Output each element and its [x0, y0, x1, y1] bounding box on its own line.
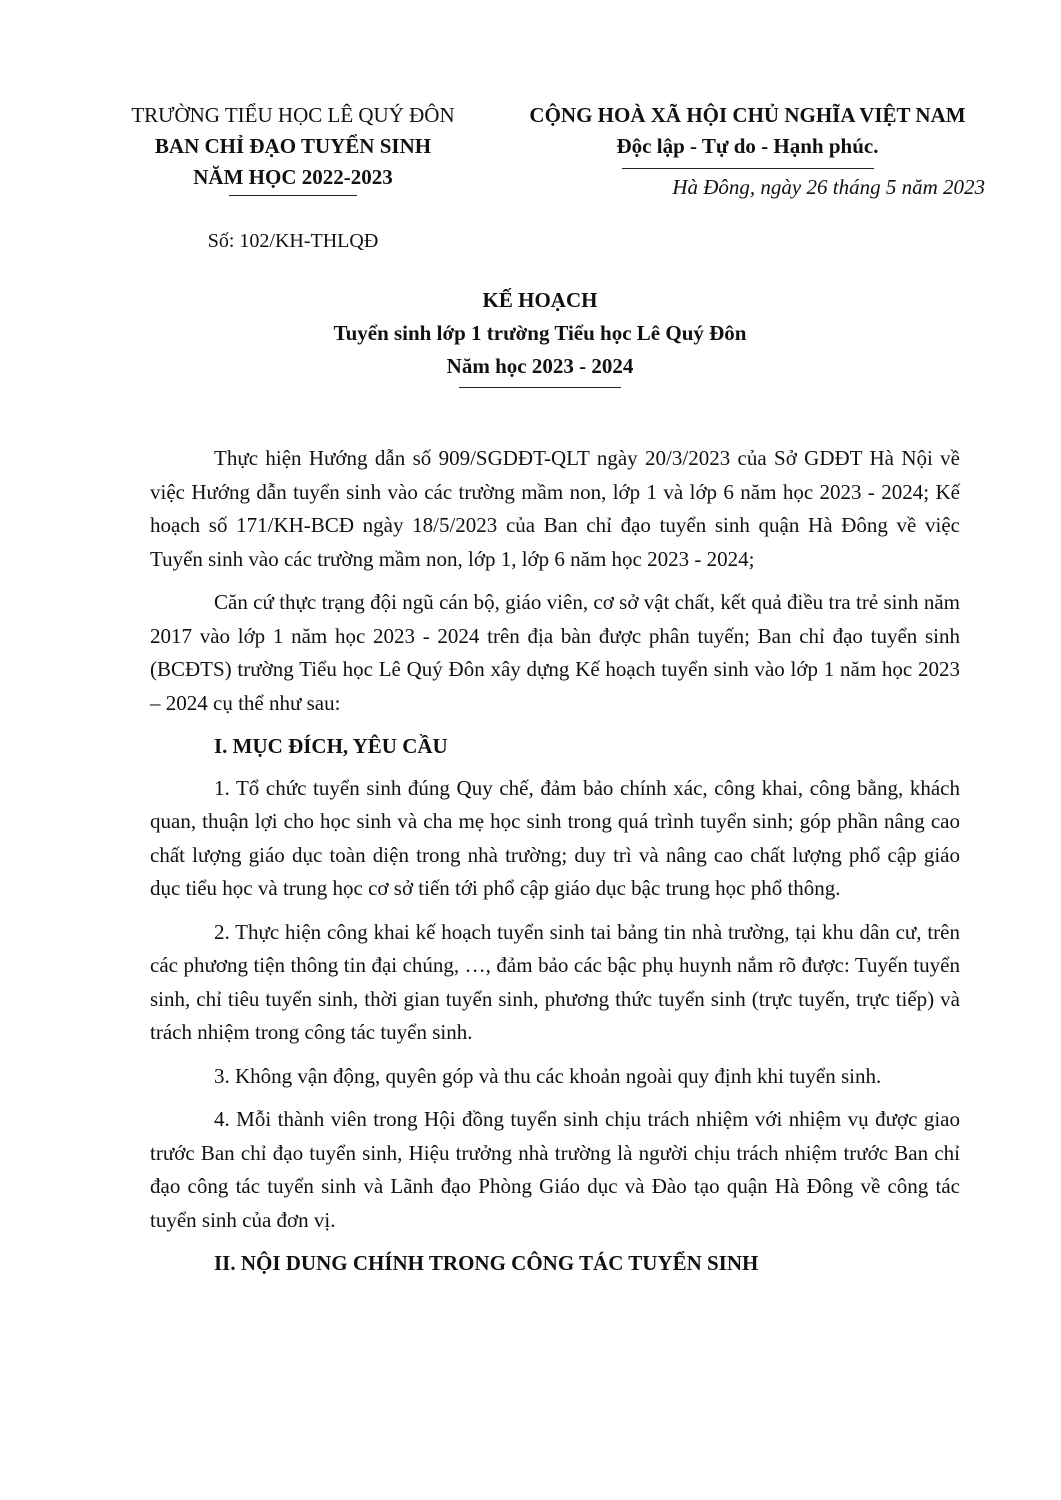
motto-underline [622, 168, 874, 169]
title-line-2: Tuyển sinh lớp 1 trường Tiểu học Lê Quý Đôn [333, 321, 747, 345]
document-number: Số: 102/KH-THLQĐ [207, 230, 379, 252]
issuer-header [108, 100, 478, 257]
school-year: NĂM HỌC 2022-2023 [193, 165, 393, 189]
purpose-item-1: 1. Tổ chức tuyển sinh đúng Quy chế, đảm bảo chính xác, công khai, công bằng, khách quan, thuận lợi cho học sinh và cha mẹ học sinh trong quá trình tuyển sinh; góp phần nâng cao chất lượng giáo dục toàn diện trong nhà trường; duy trì và nâng cao chất lượng phổ cập giáo dục tiểu học và trung học cơ sở tiến tới phổ cập giáo dục bậc trung học phổ thông. [150, 775, 960, 900]
committee-name: BAN CHỈ ĐẠO TUYỂN SINH [154, 134, 432, 158]
section-heading-content: II. NỘI DUNG CHÍNH TRONG CÔNG TÁC TUYỂN SINH [214, 1251, 759, 1275]
purpose-item-2: 2. Thực hiện công khai kế hoạch tuyển sinh tai bảng tin nhà trường, tại khu dân cư, trên các phương tiện thông tin đại chúng, …, đảm bảo các bậc phụ huynh nắm rõ được: Tuyến tuyển sinh, chỉ tiêu tuyển sinh, thời gian tuyển sinh, phương thức tuyển sinh (trực tuyến, trực tiếp) và trách nhiệm trong công tác tuyển sinh. [150, 919, 960, 1044]
title-line-3: Năm học 2023 - 2024 [446, 354, 634, 378]
paragraph-basis: Căn cứ thực trạng đội ngũ cán bộ, giáo viên, cơ sở vật chất, kết quả điều tra trẻ sinh năm 2017 vào lớp 1 năm học 2023 - 2024 trên địa bàn được phân tuyến; Ban chỉ đạo tuyển sinh (BCĐTS) trường Tiểu học Lê Quý Đôn xây dựng Kế hoạch tuyển sinh vào lớp 1 năm học 2023 – 2024 cụ thể như sau: [150, 590, 960, 715]
nation-name: CỘNG HOÀ XÃ HỘI CHỦ NGHĨA VIỆT NAM [529, 103, 966, 127]
national-motto: Độc lập - Tự do - Hạnh phúc. [616, 134, 879, 158]
title-line-1: KẾ HOẠCH [482, 288, 598, 312]
national-header [510, 100, 985, 169]
document-body [150, 442, 960, 1289]
section-heading-purpose: I. MỤC ĐÍCH, YÊU CẦU [214, 734, 448, 758]
school-name: TRƯỜNG TIỂU HỌC LÊ QUÝ ĐÔN [131, 103, 455, 127]
title-underline [459, 387, 621, 388]
document-title [150, 284, 930, 388]
paragraph-reference: Thực hiện Hướng dẫn số 909/SGDĐT-QLT ngày 20/3/2023 của Sở GDĐT Hà Nội về việc Hướng dẫn tuyển sinh vào các trường mầm non, lớp 1 và lớp 6 năm học 2023 - 2024; Kế hoạch số 171/KH-BCĐ ngày 18/5/2023 của Ban chỉ đạo tuyển sinh quận Hà Đông về việc Tuyển sinh vào các trường mầm non, lớp 1, lớp 6 năm học 2023 - 2024; [150, 446, 960, 571]
purpose-item-4: 4. Mỗi thành viên trong Hội đồng tuyển sinh chịu trách nhiệm với nhiệm vụ được giao trước Ban chỉ đạo tuyển sinh, Hiệu trưởng nhà trường là người chịu trách nhiệm trước Ban chỉ đạo công tác tuyển sinh và Lãnh đạo Phòng Giáo dục và Đào tạo quận Hà Đông về công tác tuyển sinh của đơn vị. [150, 1107, 960, 1232]
issuer-underline [229, 195, 357, 196]
place-date: Hà Đông, ngày 26 tháng 5 năm 2023 [672, 175, 985, 199]
purpose-item-3: 3. Không vận động, quyên góp và thu các khoản ngoài quy định khi tuyển sinh. [214, 1063, 882, 1088]
